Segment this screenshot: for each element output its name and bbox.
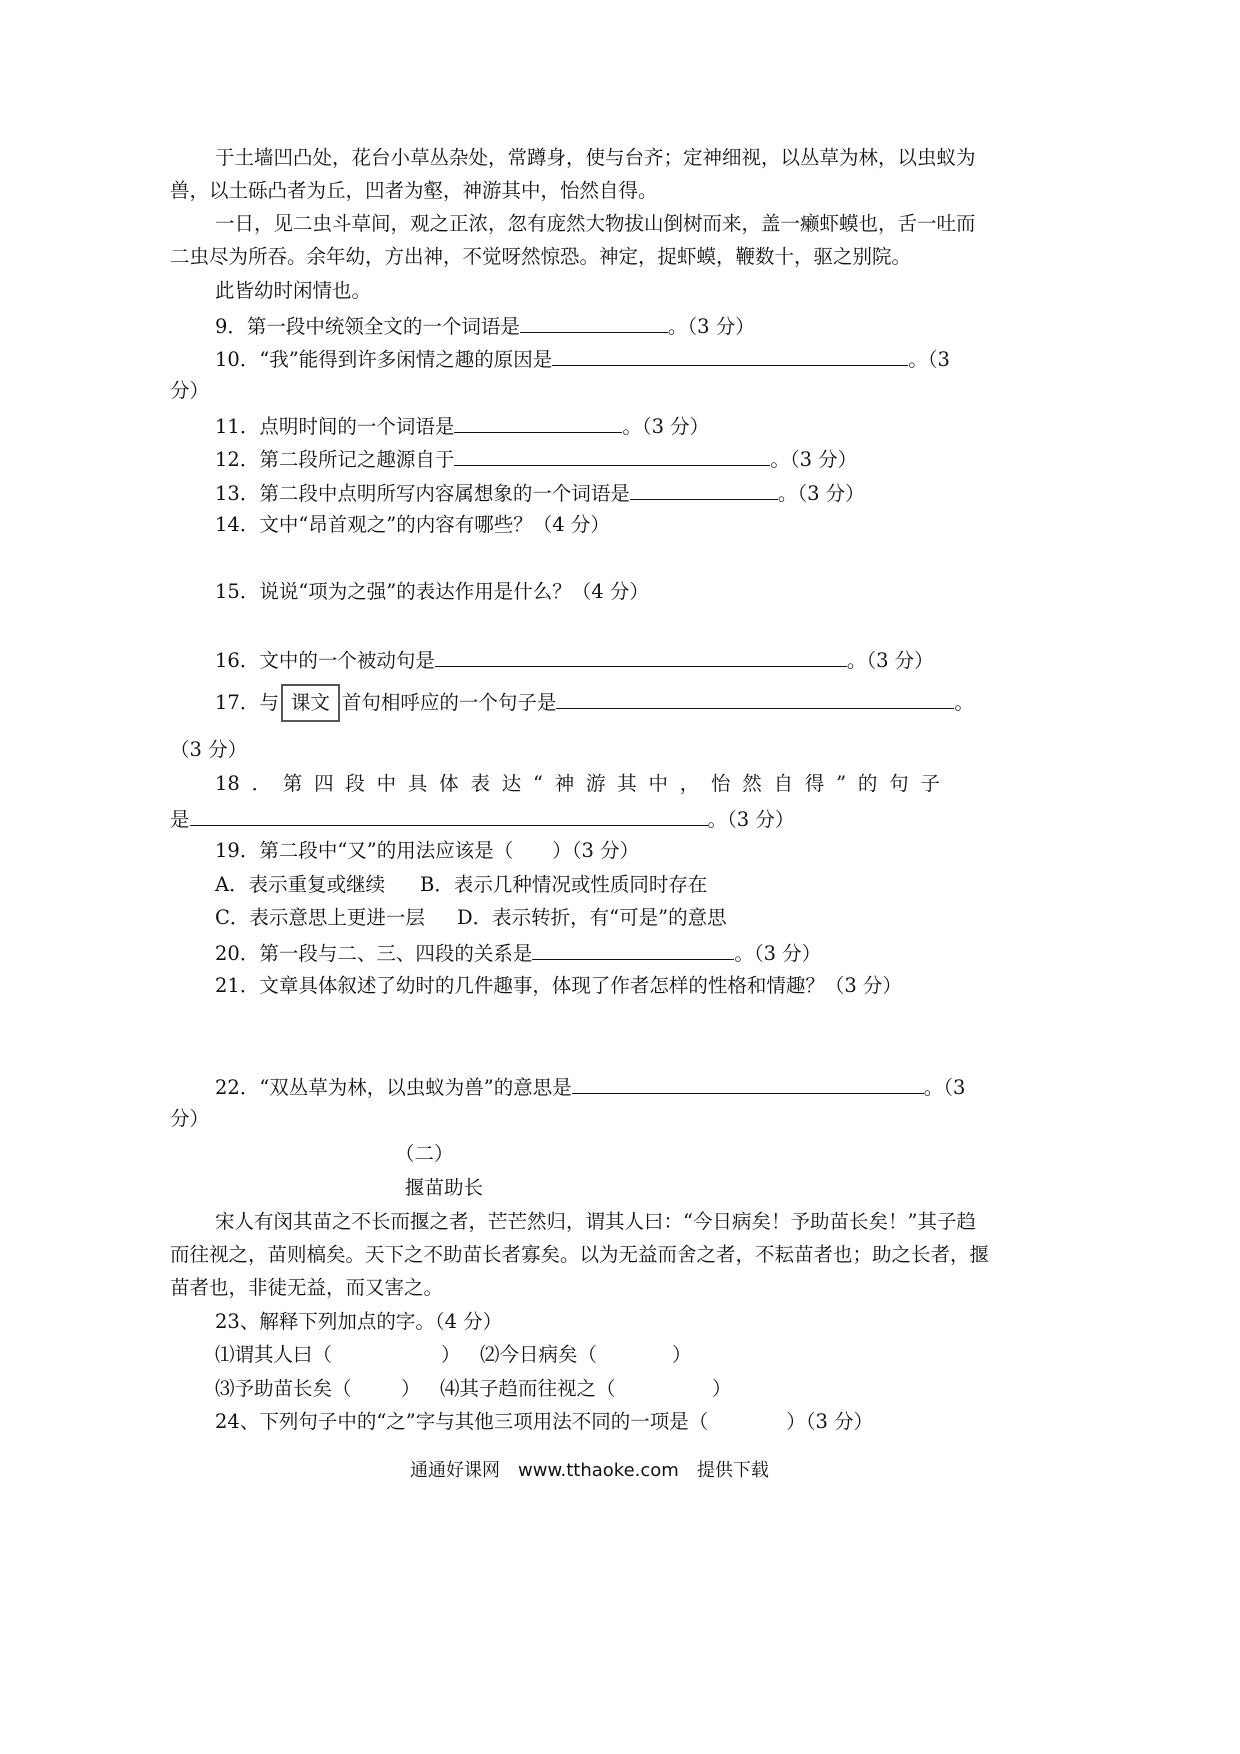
paren-close: ）	[401, 1377, 421, 1400]
option-b[interactable]: B．表示几种情况或性质同时存在	[420, 873, 708, 896]
score-text: 。（3 分）	[777, 482, 865, 505]
char: 第	[282, 772, 303, 795]
answer-blank[interactable]	[572, 1073, 924, 1094]
score-continuation: （3 分）	[170, 738, 248, 761]
question-18-answer	[170, 805, 794, 833]
question-17	[215, 684, 974, 722]
boxed-word: 课文	[281, 684, 340, 722]
answer-blank[interactable]	[552, 345, 908, 366]
question-text: 是	[170, 808, 190, 831]
char: 得	[804, 772, 825, 795]
char: 段	[345, 772, 365, 795]
passage-line: 宋人有闵其苗之不长而揠之者，芒芒然归，谓其人曰：“今日病矣！予助苗长矣！”其子趋	[215, 1210, 976, 1233]
question-text: 9．第一段中统领全文的一个词语是	[215, 315, 520, 338]
question-text: 13．第二段中点明所写内容属想象的一个词语是	[215, 482, 630, 505]
passage-line: 二虫尽为所吞。余年幼，方出神，不觉呀然惊恐。神定，捉虾蟆，鞭数十，驱之别院。	[170, 245, 912, 268]
section-heading: （二）	[395, 1142, 454, 1165]
question-13	[215, 479, 865, 507]
answer-blank[interactable]	[532, 939, 734, 960]
score-text: 。（3	[908, 348, 950, 371]
question-text: 22．“双丛草为林，以虫蚁为兽”的意思是	[215, 1076, 572, 1099]
section-title: 揠苗助长	[405, 1176, 484, 1199]
question-23-item-4: ⑷其子趋而往视之（	[440, 1377, 616, 1400]
char: 游	[585, 772, 606, 795]
question-text: 首句相呼应的一个句子是	[341, 691, 557, 714]
char: 其	[617, 772, 637, 795]
question-text: 12．第二段所记之趣源自于	[215, 448, 455, 471]
question-text: 10．“我”能得到许多闲情之趣的原因是	[215, 348, 553, 371]
question-text: 17．与	[215, 691, 279, 714]
char: ”	[836, 772, 847, 795]
question-15: 15．说说“项为之强”的表达作用是什么？（4 分）	[215, 580, 649, 603]
question-23-item-2: ⑵今日病矣（	[480, 1343, 598, 1366]
option-d[interactable]: D．表示转折，有“可是”的意思	[457, 906, 727, 929]
passage-line: 兽，以土砾凸者为丘，凹者为壑，神游其中，怡然自得。	[170, 179, 658, 202]
passage-line: 于土墙凹凸处，花台小草丛杂处，常蹲身，使与台齐；定神细视，以丛草为林，以虫蚁为	[215, 146, 976, 169]
char: 怡	[711, 772, 731, 795]
char: 然	[742, 772, 762, 795]
question-23: 23、解释下列加点的字。（4 分）	[215, 1310, 503, 1333]
char: 达	[501, 772, 522, 795]
question-text: 16．文中的一个被动句是	[215, 649, 435, 672]
char: 表	[470, 772, 490, 795]
answer-blank[interactable]	[435, 646, 847, 667]
char: 四	[314, 772, 334, 795]
score-text: 。（3 分）	[846, 649, 934, 672]
char: 18	[215, 772, 240, 795]
question-23-item-3: ⑶予助苗长矣（	[215, 1377, 352, 1400]
char: ，	[679, 772, 700, 795]
option-a[interactable]: A．表示重复或继续	[215, 873, 386, 896]
question-text: 11．点明时间的一个词语是	[215, 415, 455, 438]
paren-close: ）	[672, 1343, 692, 1366]
question-23-item-1: ⑴谓其人曰（	[215, 1343, 333, 1366]
answer-blank[interactable]	[454, 412, 622, 433]
score-text: 。（3 分）	[622, 415, 710, 438]
score-text: 。	[954, 691, 974, 714]
char: “	[532, 772, 543, 795]
passage-line: 一日，见二虫斗草间，观之正浓，忽有庞然大物拔山倒树而来，盖一癞虾蟆也，舌一吐而	[215, 212, 976, 235]
question-20	[215, 939, 821, 967]
char: 句	[889, 772, 909, 795]
question-9	[215, 312, 755, 340]
answer-blank[interactable]	[190, 805, 708, 826]
answer-blank[interactable]	[520, 312, 668, 333]
paren-close: ）	[712, 1377, 732, 1400]
passage-line: 苗者也，非徒无益，而又害之。	[170, 1276, 444, 1299]
question-22	[215, 1073, 965, 1101]
question-24: 24、下列句子中的“之”字与其他三项用法不同的一项是（ ）（3 分）	[215, 1410, 874, 1433]
passage-line: 而往视之，苗则槁矣。天下之不助苗长者寡矣。以为无益而舍之者，不耘苗者也；助之长者，揠	[170, 1243, 990, 1266]
score-continuation: 分）	[170, 379, 210, 402]
char: 中	[376, 772, 397, 795]
question-11	[215, 412, 709, 440]
footer-text: 通通好课网 www.tthaoke.com 提供下载	[410, 1460, 769, 1481]
answer-blank[interactable]	[630, 479, 778, 500]
passage-line: 此皆幼时闲情也。	[215, 279, 372, 302]
question-text: 20．第一段与二、三、四段的关系是	[215, 942, 533, 965]
question-14: 14．文中“昂首观之”的内容有哪些？（4 分）	[215, 513, 610, 536]
score-text: 。（3 分）	[707, 808, 795, 831]
question-16	[215, 646, 934, 674]
char: 具	[407, 772, 428, 795]
answer-blank[interactable]	[454, 445, 770, 466]
char: 自	[773, 772, 794, 795]
char: 中	[648, 772, 669, 795]
question-10	[215, 345, 950, 373]
char: 子	[920, 772, 940, 795]
question-21: 21．文章具体叙述了幼时的几件趣事，体现了作者怎样的性格和情趣？（3 分）	[215, 974, 902, 997]
char: ．	[251, 772, 272, 795]
score-text: 。（3 分）	[667, 315, 755, 338]
char: 体	[439, 772, 459, 795]
answer-blank[interactable]	[556, 688, 954, 709]
option-c[interactable]: C．表示意思上更进一层	[215, 906, 425, 929]
score-text: 。（3 分）	[770, 448, 858, 471]
question-19: 19．第二段中“又”的用法应该是（ ）（3 分）	[215, 839, 640, 862]
score-text: 。（3 分）	[734, 942, 822, 965]
char: 神	[554, 772, 575, 795]
char: 的	[857, 772, 878, 795]
paren-close: ）	[441, 1343, 461, 1366]
score-continuation: 分）	[170, 1107, 210, 1130]
question-18-line	[215, 771, 940, 797]
question-12	[215, 445, 857, 473]
score-text: 。（3	[923, 1076, 966, 1099]
